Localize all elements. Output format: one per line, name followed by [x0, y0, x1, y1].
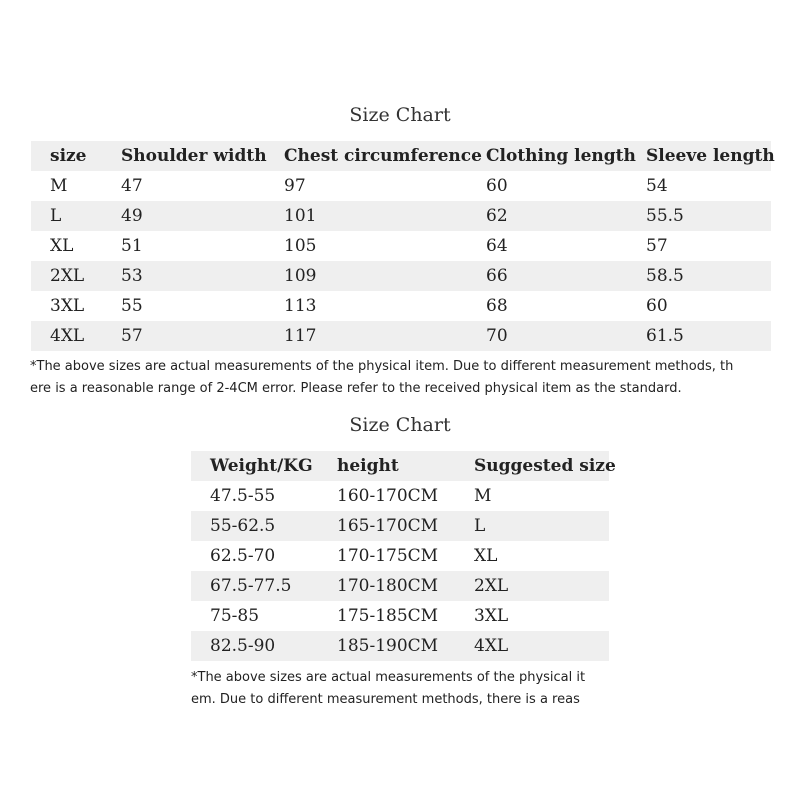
table-cell: 113 [284, 296, 317, 316]
table-cell: 55 [121, 296, 143, 316]
column-header-height: height [337, 451, 474, 481]
table-cell: 62 [486, 201, 646, 231]
table-header-row [31, 141, 771, 171]
table-row [31, 261, 771, 291]
table-cell: 2XL [31, 261, 121, 291]
table-cell: 105 [284, 236, 317, 256]
size-chart-table [31, 141, 775, 351]
table-cell: 58.5 [646, 261, 771, 291]
note-line: *The above sizes are actual measurements of the physical it [191, 670, 586, 685]
column-header-sleeve-length: Sleeve length [646, 141, 771, 171]
table-cell: 54 [646, 176, 668, 196]
note-line: em. Due to different measurement methods, there is a reas [191, 692, 580, 707]
table-cell: 51 [121, 236, 143, 256]
table-cell: 47 [121, 176, 143, 196]
table-cell: 4XL [31, 321, 121, 351]
table-row [31, 291, 771, 321]
column-header-weight: Weight/KG [191, 451, 337, 481]
table-cell: L [31, 201, 121, 231]
table-row [31, 321, 771, 351]
table-cell: 3XL [474, 606, 509, 626]
measurement-note [30, 356, 733, 400]
column-header-size: size [31, 141, 121, 171]
column-header-chest-circumference: Chest circumference [284, 141, 486, 171]
table-cell: 60 [486, 176, 508, 196]
table-cell: 57 [121, 321, 284, 351]
table-row [191, 601, 609, 631]
table-cell: 70 [486, 321, 646, 351]
table-cell: 170-180CM [337, 571, 474, 601]
column-header-clothing-length: Clothing length [486, 141, 646, 171]
table-cell: 66 [486, 261, 646, 291]
table-cell: 175-185CM [337, 606, 439, 626]
suggested-size-table [191, 451, 616, 661]
table-row [191, 511, 609, 541]
table-cell: 82.5-90 [191, 631, 337, 661]
table-cell: XL [50, 236, 74, 256]
column-header-suggested-size: Suggested size [474, 451, 609, 481]
table-cell: 165-170CM [337, 511, 474, 541]
table-cell: 75-85 [210, 606, 260, 626]
table-row [31, 231, 771, 261]
table-cell: 101 [284, 201, 486, 231]
table-cell: XL [474, 546, 498, 566]
table-header-row [191, 451, 609, 481]
table-cell: 170-175CM [337, 546, 439, 566]
size-chart-title: Size Chart [349, 414, 451, 436]
measurement-note [191, 667, 585, 711]
note-line: *The above sizes are actual measurements of the physical item. Due to different measurement methods, th [30, 359, 734, 374]
table-cell: 67.5-77.5 [191, 571, 337, 601]
table-cell: 49 [121, 201, 284, 231]
table-cell: 117 [284, 321, 486, 351]
table-cell: 160-170CM [337, 486, 439, 506]
column-header-shoulder-width: Shoulder width [121, 141, 284, 171]
table-cell: 62.5-70 [210, 546, 276, 566]
table-cell: 4XL [474, 631, 609, 661]
table-cell: 64 [486, 236, 508, 256]
table-row [191, 541, 609, 571]
table-cell: 3XL [50, 296, 85, 316]
table-row [31, 171, 771, 201]
table-row [191, 571, 609, 601]
table-row [191, 631, 609, 661]
table-cell: 68 [486, 296, 508, 316]
table-cell: M [50, 176, 68, 196]
table-cell: 185-190CM [337, 631, 474, 661]
table-cell: 2XL [474, 571, 609, 601]
table-row [31, 201, 771, 231]
table-cell: M [474, 486, 492, 506]
table-cell: 47.5-55 [210, 486, 276, 506]
table-cell: 55-62.5 [191, 511, 337, 541]
table-cell: 53 [121, 261, 284, 291]
table-cell: 57 [646, 236, 668, 256]
size-chart-title: Size Chart [349, 104, 451, 126]
table-cell: 109 [284, 261, 486, 291]
table-cell: 60 [646, 296, 668, 316]
table-cell: 97 [284, 176, 306, 196]
table-cell: 55.5 [646, 201, 771, 231]
table-cell: L [474, 511, 609, 541]
table-cell: 61.5 [646, 321, 771, 351]
note-line: ere is a reasonable range of 2-4CM error. Please refer to the received physical item as the standard. [30, 381, 682, 396]
table-row [191, 481, 609, 511]
